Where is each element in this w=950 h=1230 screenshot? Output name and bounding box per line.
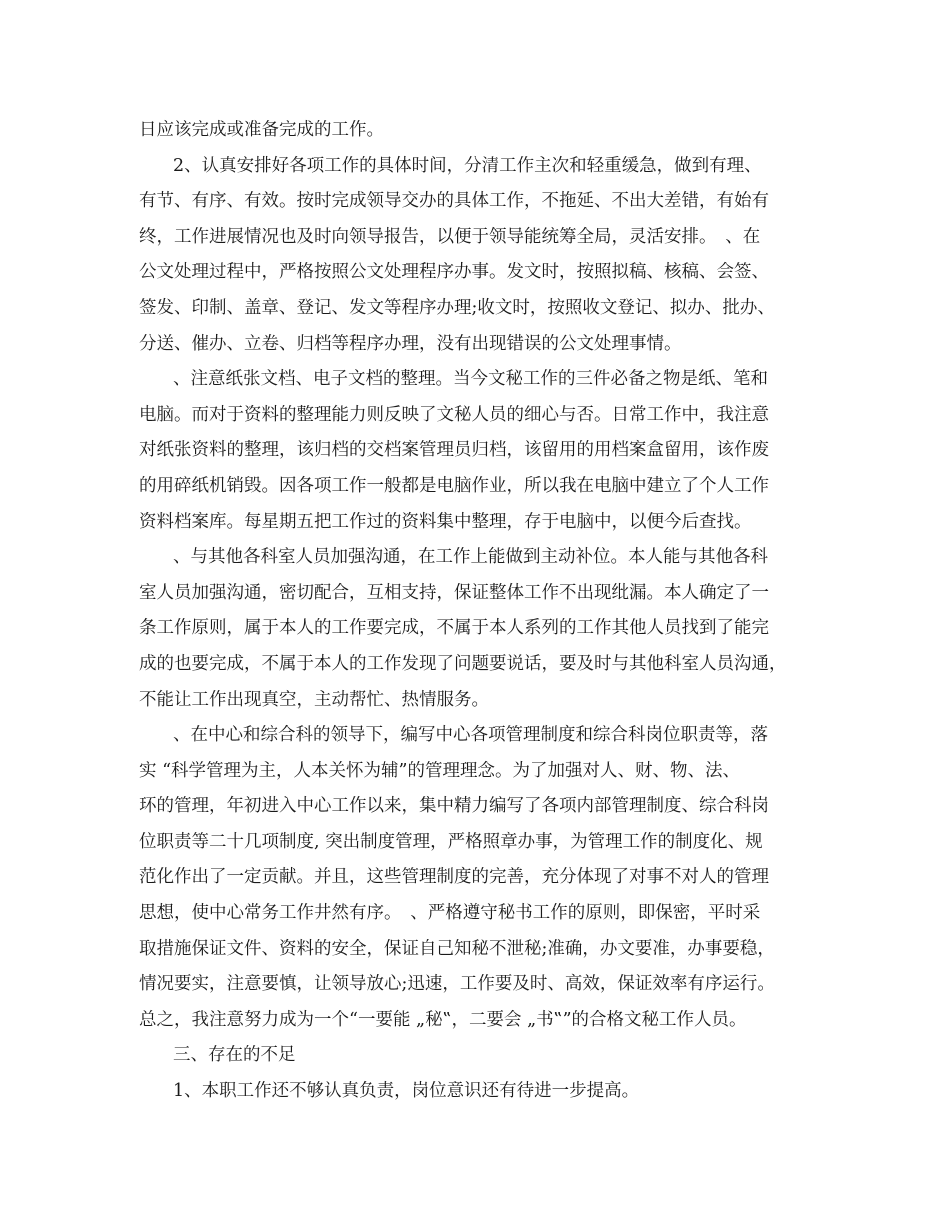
text-line: 思想，使中心常务工作井然有序。 、严格遵守秘书工作的原则，即保密，平时采 — [139, 903, 761, 924]
text-line: 环的管理，年初进入中心工作以来，集中精力编写了各项内部管理制度、综合科岗 — [139, 796, 769, 817]
text-line: 终，工作进展情况也及时向领导报告，以便于领导能统筹全局，灵活安排。 、在 — [139, 226, 761, 247]
text-line: 室人员加强沟通，密切配合，互相支持，保证整体工作不出现纰漏。本人确定了一 — [139, 582, 769, 603]
text-line: 1、本职工作还不够认真负责，岗位意识还有待进一步提高。 — [173, 1081, 640, 1102]
document-body — [139, 113, 829, 1110]
text-line: 情况要实，注意要慎，让领导放心;迅速，工作要及时、高效，保证效率有序运行。 — [139, 974, 775, 995]
text-line: 分送、催办、立卷、归档等程序办理，没有出现错误的公文处理事情。 — [139, 333, 682, 354]
text-line: 、与其他各科室人员加强沟通，在工作上能做到主动补位。本人能与其他各科 — [173, 547, 768, 568]
text-line: 取措施保证文件、资料的安全，保证自己知秘不泄秘;准确，办文要准，办事要稳， — [139, 938, 775, 959]
text-line: 签发、印制、盖章、登记、发文等程序办理;收文时，按照收文登记、拟办、批办、 — [139, 297, 775, 318]
text-line: 总之，我注意努力成为一个“一要能 „秘‟，二要会 „书‟”的合格文秘工作人员。 — [139, 1009, 747, 1030]
text-line: 范化作出了一定贡献。并且，这些管理制度的完善，充分体现了对事不对人的管理 — [139, 867, 769, 888]
text-line: 成的也要完成，不属于本人的工作发现了问题要说话，要及时与其他科室人员沟通， — [139, 653, 787, 674]
text-line: 2、认真安排好各项工作的具体时间，分清工作主次和轻重缓急，做到有理、 — [173, 155, 762, 176]
text-line: 日应该完成或准备完成的工作。 — [139, 120, 384, 140]
text-line: 有节、有序、有效。按时完成领导交办的具体工作，不拖延、不出大差错，有始有 — [139, 191, 769, 212]
text-line: 不能让工作出现真空，主动帮忙、热情服务。 — [139, 689, 489, 710]
text-line: 公文处理过程中，严格按照公文处理程序办事。发文时，按照拟稿、核稿、会签、 — [139, 262, 769, 283]
text-line: 对纸张资料的整理，该归档的交档案管理员归档，该留用的用档案盒留用，该作废 — [139, 440, 769, 461]
section-heading: 三、存在的不足 — [173, 1045, 296, 1066]
text-line: 资料档案库。每星期五把工作过的资料集中整理，存于电脑中，以便今后查找。 — [139, 511, 752, 532]
text-line: 的用碎纸机销毁。因各项工作一般都是电脑作业，所以我在电脑中建立了个人工作 — [139, 475, 769, 496]
text-line: 实 “科学管理为主，人本关怀为辅”的管理理念。为了加强对人、财、物、法、 — [139, 760, 740, 781]
text-line: 位职责等二十几项制度, 突出制度管理，严格照章办事，为管理工作的制度化、规 — [139, 831, 763, 852]
text-line: 条工作原则，属于本人的工作要完成，不属于本人系列的工作其他人员找到了能完 — [139, 618, 769, 639]
text-line: 、注意纸张文档、电子文档的整理。当今文秘工作的三件必备之物是纸、笔和 — [173, 369, 768, 390]
text-line: 电脑。而对于资料的整理能力则反映了文秘人员的细心与否。日常工作中，我注意 — [139, 404, 769, 425]
text-line: 、在中心和综合科的领导下，编写中心各项管理制度和综合科岗位职责等，落 — [173, 725, 768, 746]
